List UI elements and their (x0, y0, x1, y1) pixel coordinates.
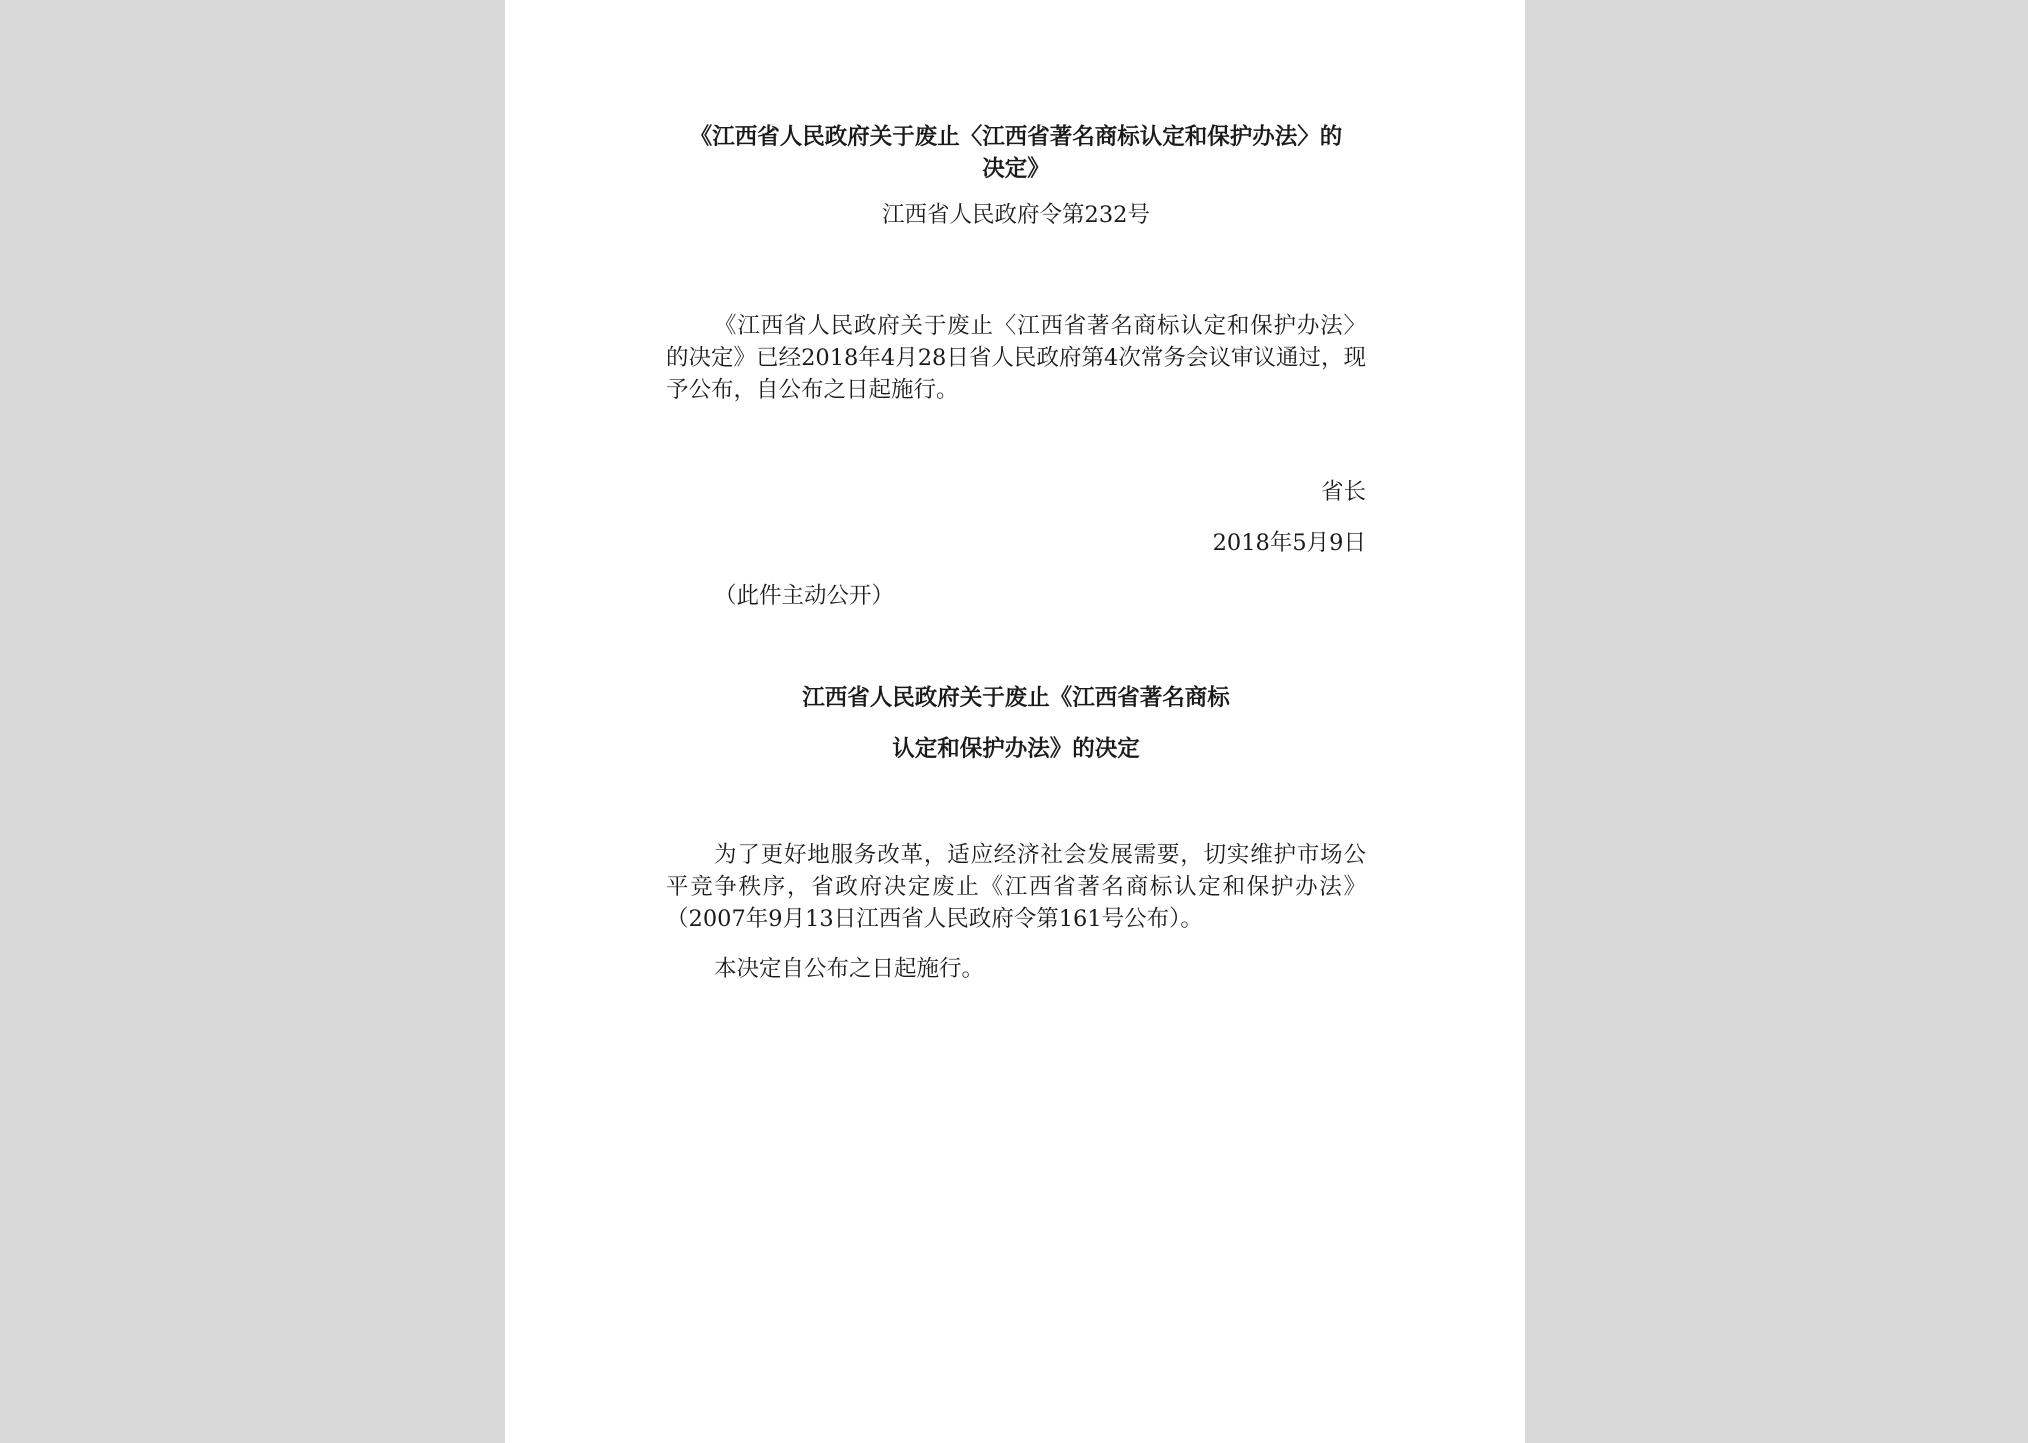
decision-title-line2: 认定和保护办法》的决定 (892, 736, 1140, 762)
decision-paragraph-2: 本决定自公布之日起施行。 (714, 956, 985, 982)
order-number: 江西省人民政府令第232号 (882, 202, 1150, 228)
sign-date: 2018年5月9日 (1212, 530, 1366, 556)
intro-paragraph: 《江西省人民政府关于废止〈江西省著名商标认定和保护办法〉的决定》已经2018年4月28日省人民政府第4次常务会议审议通过，现予公布，自公布之日起施行。 (666, 313, 1366, 403)
document-page (505, 0, 1525, 1443)
decision-paragraph-1: 为了更好地服务改革，适应经济社会发展需要，切实维护市场公平竞争秩序，省政府决定废止《江西省著名商标认定和保护办法》（2007年9月13日江西省人民政府令第161号公布）。 (666, 842, 1366, 932)
header-title-line1: 《江西省人民政府关于废止〈江西省著名商标认定和保护办法〉的 (689, 124, 1343, 150)
header-title-line2: 决定》 (982, 156, 1050, 182)
disclosure-note: （此件主动公开） (714, 583, 895, 609)
decision-title-line1: 江西省人民政府关于废止《江西省著名商标 (802, 685, 1230, 711)
signer: 省长 (1320, 479, 1366, 505)
